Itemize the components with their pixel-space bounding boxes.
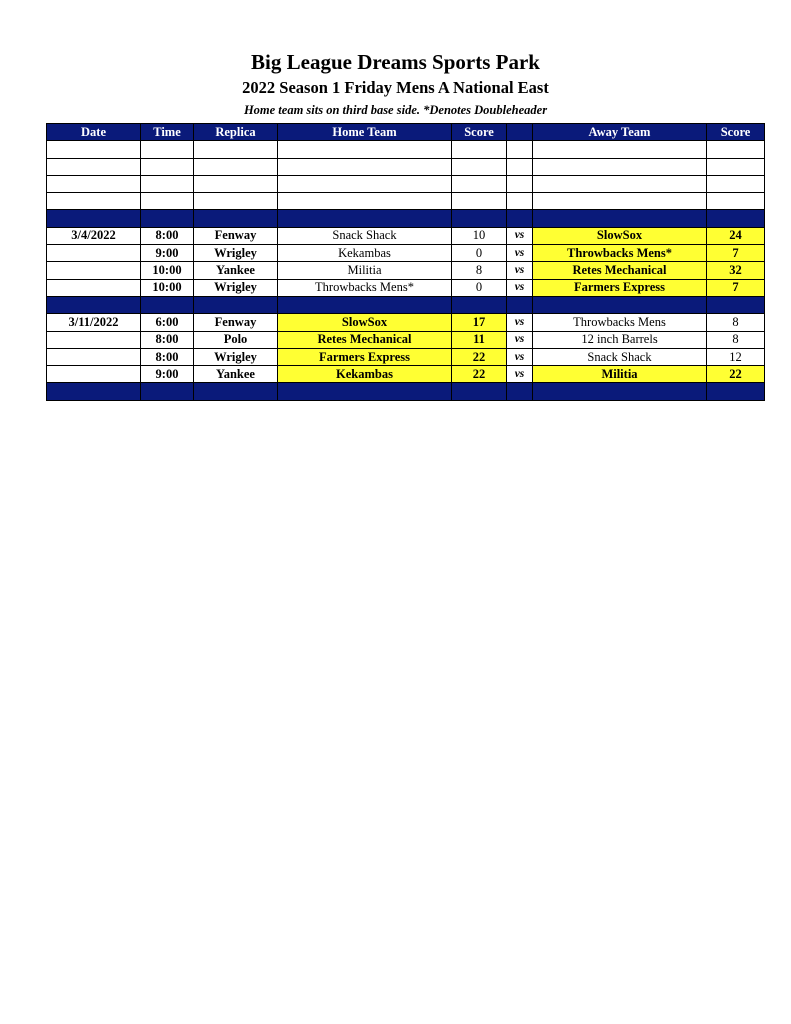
blank-row-cell bbox=[194, 175, 278, 192]
separator-row-cell bbox=[507, 210, 533, 227]
separator-row-cell bbox=[47, 296, 141, 313]
replica-cell: Polo bbox=[194, 331, 278, 348]
col-time-header: Time bbox=[141, 124, 194, 141]
blank-row-cell bbox=[452, 158, 507, 175]
date-cell bbox=[47, 348, 141, 365]
away-score-cell: 24 bbox=[707, 227, 765, 244]
game-row bbox=[47, 314, 765, 331]
separator-row-cell bbox=[452, 296, 507, 313]
blank-row-cell bbox=[707, 193, 765, 210]
home-team-cell: Throwbacks Mens* bbox=[278, 279, 452, 296]
away-score-cell: 7 bbox=[707, 245, 765, 262]
blank-row-cell bbox=[141, 158, 194, 175]
vs-cell: vs bbox=[507, 348, 533, 365]
vs-cell: vs bbox=[507, 227, 533, 244]
away-team-cell: Throwbacks Mens bbox=[533, 314, 707, 331]
header-row bbox=[47, 124, 765, 141]
blank-row-cell bbox=[533, 141, 707, 158]
separator-row-cell bbox=[533, 210, 707, 227]
date-cell bbox=[47, 245, 141, 262]
date-cell bbox=[47, 366, 141, 383]
separator-row-cell bbox=[452, 383, 507, 400]
separator-row-cell bbox=[278, 210, 452, 227]
vs-cell: vs bbox=[507, 331, 533, 348]
game-row bbox=[47, 331, 765, 348]
separator-row bbox=[47, 210, 765, 227]
home-score-cell: 0 bbox=[452, 245, 507, 262]
blank-row-cell bbox=[507, 175, 533, 192]
home-score-cell: 10 bbox=[452, 227, 507, 244]
blank-row-cell bbox=[452, 193, 507, 210]
home-score-cell: 17 bbox=[452, 314, 507, 331]
game-row bbox=[47, 245, 765, 262]
vs-cell: vs bbox=[507, 314, 533, 331]
blank-row-cell bbox=[141, 193, 194, 210]
blank-row bbox=[47, 193, 765, 210]
blank-row-cell bbox=[278, 175, 452, 192]
home-team-cell: Retes Mechanical bbox=[278, 331, 452, 348]
vs-cell: vs bbox=[507, 245, 533, 262]
schedule-note: Home team sits on third base side. *Denotes Doubleheader bbox=[243, 103, 548, 117]
home-team-cell: SlowSox bbox=[278, 314, 452, 331]
away-score-cell: 7 bbox=[707, 279, 765, 296]
home-score-cell: 8 bbox=[452, 262, 507, 279]
col-vs-header bbox=[507, 124, 533, 141]
blank-row-cell bbox=[278, 158, 452, 175]
away-team-cell: Retes Mechanical bbox=[533, 262, 707, 279]
col-away-score-header: Score bbox=[707, 124, 765, 141]
blank-row-cell bbox=[533, 158, 707, 175]
time-cell: 9:00 bbox=[141, 245, 194, 262]
separator-row-cell bbox=[278, 296, 452, 313]
schedule-body bbox=[47, 141, 765, 400]
away-score-cell: 12 bbox=[707, 348, 765, 365]
blank-row-cell bbox=[707, 175, 765, 192]
schedule-table bbox=[46, 123, 765, 401]
vs-cell: vs bbox=[507, 279, 533, 296]
time-cell: 6:00 bbox=[141, 314, 194, 331]
blank-row-cell bbox=[507, 141, 533, 158]
blank-row-cell bbox=[533, 175, 707, 192]
vs-cell: vs bbox=[507, 262, 533, 279]
separator-row-cell bbox=[47, 383, 141, 400]
time-cell: 10:00 bbox=[141, 262, 194, 279]
away-team-cell: Throwbacks Mens* bbox=[533, 245, 707, 262]
separator-row-cell bbox=[141, 296, 194, 313]
away-team-cell: Farmers Express bbox=[533, 279, 707, 296]
blank-row-cell bbox=[47, 158, 141, 175]
separator-row-cell bbox=[707, 383, 765, 400]
home-team-cell: Militia bbox=[278, 262, 452, 279]
separator-row-cell bbox=[507, 383, 533, 400]
page-title: Big League Dreams Sports Park bbox=[251, 50, 540, 74]
separator-row-cell bbox=[452, 210, 507, 227]
blank-row-cell bbox=[707, 158, 765, 175]
blank-row-cell bbox=[452, 141, 507, 158]
blank-row-cell bbox=[507, 158, 533, 175]
blank-row-cell bbox=[533, 193, 707, 210]
blank-row-cell bbox=[194, 193, 278, 210]
blank-row bbox=[47, 158, 765, 175]
separator-row bbox=[47, 383, 765, 400]
separator-row-cell bbox=[707, 210, 765, 227]
home-score-cell: 22 bbox=[452, 348, 507, 365]
separator-row-cell bbox=[533, 383, 707, 400]
game-row bbox=[47, 227, 765, 244]
away-team-cell: SlowSox bbox=[533, 227, 707, 244]
col-replica-header: Replica bbox=[194, 124, 278, 141]
replica-cell: Yankee bbox=[194, 262, 278, 279]
separator-row-cell bbox=[507, 296, 533, 313]
replica-cell: Fenway bbox=[194, 227, 278, 244]
game-row bbox=[47, 262, 765, 279]
blank-row bbox=[47, 175, 765, 192]
date-cell: 3/11/2022 bbox=[47, 314, 141, 331]
replica-cell: Fenway bbox=[194, 314, 278, 331]
blank-row-cell bbox=[707, 141, 765, 158]
home-team-cell: Kekambas bbox=[278, 245, 452, 262]
blank-row-cell bbox=[278, 193, 452, 210]
separator-row-cell bbox=[47, 210, 141, 227]
blank-row-cell bbox=[47, 193, 141, 210]
home-score-cell: 11 bbox=[452, 331, 507, 348]
replica-cell: Wrigley bbox=[194, 245, 278, 262]
col-away-team-header: Away Team bbox=[533, 124, 707, 141]
replica-cell: Wrigley bbox=[194, 348, 278, 365]
replica-cell: Yankee bbox=[194, 366, 278, 383]
page-subtitle: 2022 Season 1 Friday Mens A National East bbox=[242, 78, 549, 97]
date-cell: 3/4/2022 bbox=[47, 227, 141, 244]
date-cell bbox=[47, 279, 141, 296]
blank-row-cell bbox=[47, 141, 141, 158]
separator-row-cell bbox=[141, 210, 194, 227]
home-team-cell: Kekambas bbox=[278, 366, 452, 383]
separator-row-cell bbox=[194, 383, 278, 400]
game-row bbox=[47, 279, 765, 296]
time-cell: 8:00 bbox=[141, 348, 194, 365]
date-cell bbox=[47, 262, 141, 279]
time-cell: 8:00 bbox=[141, 227, 194, 244]
away-score-cell: 8 bbox=[707, 331, 765, 348]
col-home-score-header: Score bbox=[452, 124, 507, 141]
game-row bbox=[47, 348, 765, 365]
blank-row-cell bbox=[278, 141, 452, 158]
blank-row-cell bbox=[194, 158, 278, 175]
away-score-cell: 8 bbox=[707, 314, 765, 331]
home-score-cell: 22 bbox=[452, 366, 507, 383]
separator-row-cell bbox=[194, 210, 278, 227]
separator-row-cell bbox=[194, 296, 278, 313]
separator-row-cell bbox=[707, 296, 765, 313]
separator-row-cell bbox=[278, 383, 452, 400]
blank-row-cell bbox=[194, 141, 278, 158]
replica-cell: Wrigley bbox=[194, 279, 278, 296]
time-cell: 10:00 bbox=[141, 279, 194, 296]
time-cell: 9:00 bbox=[141, 366, 194, 383]
game-row bbox=[47, 366, 765, 383]
separator-row-cell bbox=[141, 383, 194, 400]
date-cell bbox=[47, 331, 141, 348]
blank-row bbox=[47, 141, 765, 158]
blank-row-cell bbox=[141, 141, 194, 158]
blank-row-cell bbox=[507, 193, 533, 210]
col-home-team-header: Home Team bbox=[278, 124, 452, 141]
blank-row-cell bbox=[47, 175, 141, 192]
separator-row-cell bbox=[533, 296, 707, 313]
away-team-cell: 12 inch Barrels bbox=[533, 331, 707, 348]
away-team-cell: Militia bbox=[533, 366, 707, 383]
time-cell: 8:00 bbox=[141, 331, 194, 348]
blank-row-cell bbox=[141, 175, 194, 192]
col-date-header: Date bbox=[47, 124, 141, 141]
blank-row-cell bbox=[452, 175, 507, 192]
separator-row bbox=[47, 296, 765, 313]
home-team-cell: Farmers Express bbox=[278, 348, 452, 365]
away-score-cell: 22 bbox=[707, 366, 765, 383]
home-score-cell: 0 bbox=[452, 279, 507, 296]
vs-cell: vs bbox=[507, 366, 533, 383]
home-team-cell: Snack Shack bbox=[278, 227, 452, 244]
away-team-cell: Snack Shack bbox=[533, 348, 707, 365]
away-score-cell: 32 bbox=[707, 262, 765, 279]
